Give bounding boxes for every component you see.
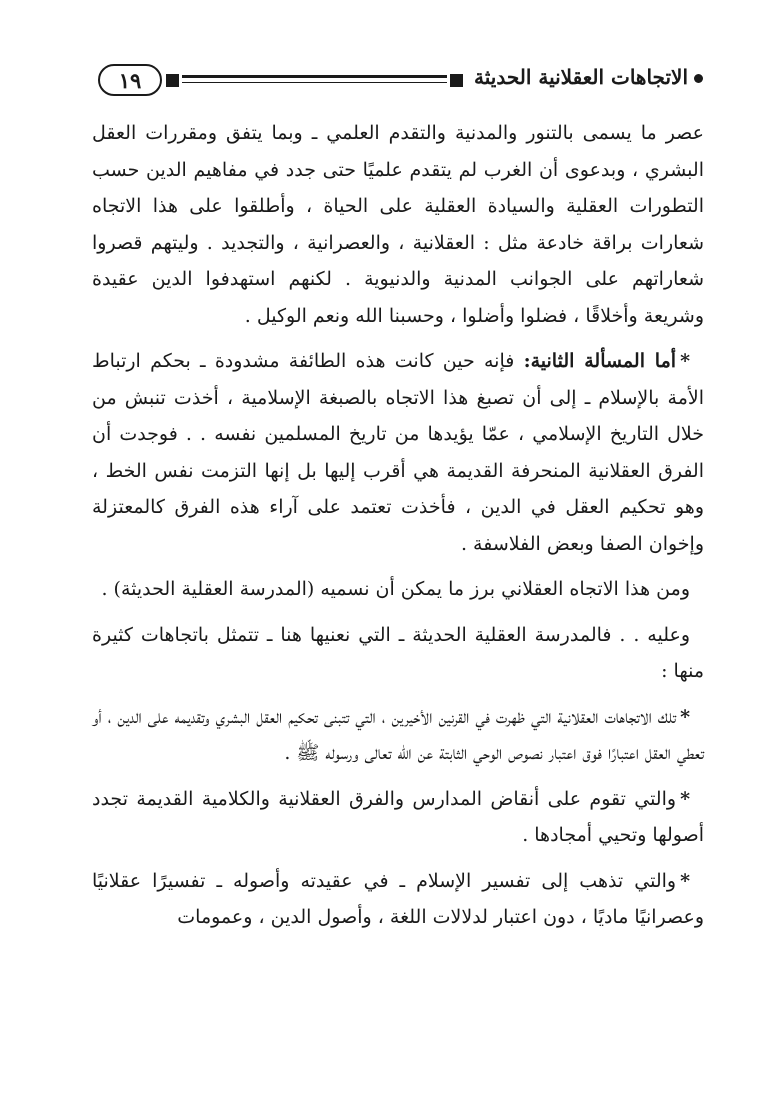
asterisk-bullet-icon: * (680, 787, 690, 810)
bullet-dot-icon (694, 74, 703, 83)
paragraph-7 (92, 863, 704, 936)
paragraph-2 (92, 343, 704, 562)
asterisk-bullet-icon: * (680, 705, 690, 728)
paragraph-1: عصر ما يسمى بالتنور والمدنية والتقدم العلمي ـ وبما يتفق ومقررات العقل البشري ، وبدعوى أن الغرب لم يتقدم علميًا حتى جدد في مفاهيم الدين حسب التطورات العقلية والسيادة العقلية على الحياة ، وأطلقوا على هذا الاتجاه شعارات براقة خادعة مثل : العقلانية ، والعصرانية ، والتجديد . وليتهم قصروا شعاراتهم على الجوانب المدنية والدنيوية . لكنهم استهدفوا الدين عقيدة وشريعة وأخلاقًا ، فضلوا وأضلوا ، وحسبنا الله ونعم الوكيل . (92, 122, 704, 327)
paragraph-6-text: والتي تقوم على أنقاض المدارس والفرق العقلانية والكلامية القديمة تجدد أصولها وتحيي أمجادها . (92, 787, 704, 846)
asterisk-bullet-icon: * (680, 350, 690, 372)
asterisk-bullet-icon: * (680, 869, 690, 892)
paragraph-5-text: تلك الاتجاهات العقلانية التي ظهرت في القرنين الأخيرين ، التي تتبنى تحكيم العقل البشري وتقديمه على الدين ، أو تعطي العقل اعتبارًا فوق اعتبار نصوص الوحي الثابتة عن الله تعالى ورسوله ﷺ . (92, 705, 704, 764)
paragraph-5 (92, 699, 704, 772)
paragraph-3: ومن هذا الاتجاه العقلاني برز ما يمكن أن نسميه (المدرسة العقلية الحديثة) . (101, 578, 690, 600)
running-title: الاتجاهات العقلانية الحديثة (474, 65, 688, 89)
header-rule (162, 70, 463, 92)
paragraph-2-lead: أما المسألة الثانية: (523, 350, 677, 372)
paragraph-2-text: فإنه حين كانت هذه الطائفة مشدودة ـ بحكم ارتباط الأمة بالإسلام ـ إلى أن تصبغ هذا الاتجاه بالصبغة الإسلامية ، أخذت تنبش من خلال التاريخ الإسلامي ، عمّا يؤيدها من تاريخ المسلمين نفسه . . فوجدت أن الفرق العقلانية المنحرفة القديمة هي أقرب إليها بل إنها التزمت نفس الخط ، وهو تحكيم العقل في الدين ، فأخذت تعتمد على آراء هذه الفرق كالمعتزلة وإخوان الصفا وبعض الفلاسفة . (92, 350, 704, 555)
paragraph-7-text: والتي تذهب إلى تفسير الإسلام ـ في عقيدته وأصوله ـ تفسيرًا عقلانيًا وعصرانيًا ماديًا ، دون اعتبار لدلالات اللغة ، وأصول الدين ، وعمومات (92, 869, 704, 928)
running-title-block (468, 65, 703, 89)
rule-end-square-right (450, 74, 463, 87)
paragraph-6 (92, 781, 704, 854)
page-header (98, 60, 703, 102)
rule-end-square-left (166, 74, 179, 87)
page-number: ١٩ (98, 64, 162, 96)
rule-thin-line (182, 82, 447, 83)
rule-thick-line (182, 75, 447, 78)
page-body (92, 115, 704, 936)
paragraph-4: وعليه . . فالمدرسة العقلية الحديثة ـ التي نعنيها هنا ـ تتمثل باتجاهات كثيرة منها : (92, 623, 704, 682)
